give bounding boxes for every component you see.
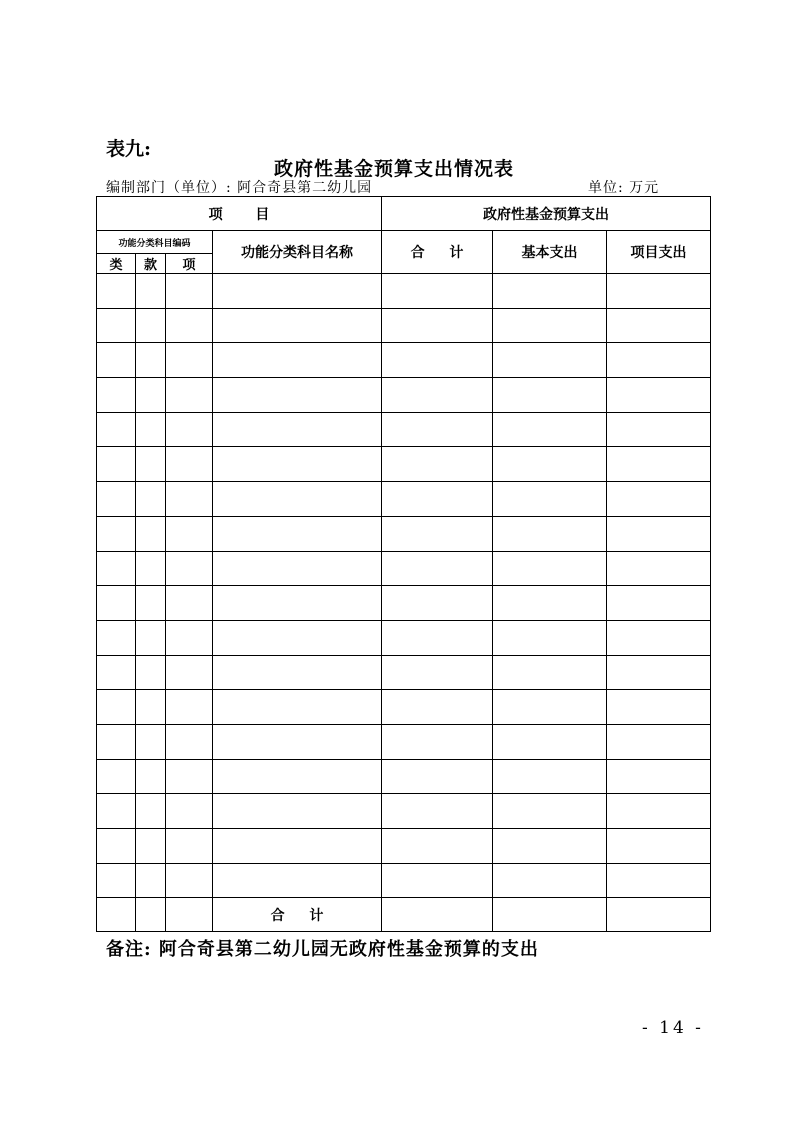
table-cell — [136, 794, 166, 829]
table-cell — [213, 343, 382, 378]
table-cell — [493, 724, 607, 759]
table-cell — [382, 343, 493, 378]
table-cell — [213, 308, 382, 343]
table-row — [97, 378, 711, 413]
table-cell — [166, 759, 213, 794]
table-cell — [382, 829, 493, 864]
table-row — [97, 724, 711, 759]
table-cell — [97, 620, 136, 655]
table-cell — [493, 447, 607, 482]
total-row-label: 合 计 — [270, 907, 334, 924]
table-row — [97, 516, 711, 551]
table-cell — [382, 759, 493, 794]
table-row — [97, 586, 711, 621]
table-cell — [97, 586, 136, 621]
table-cell — [493, 274, 607, 309]
header-budget-group: 政府性基金预算支出 — [382, 197, 711, 231]
table-cell — [97, 516, 136, 551]
table-cell — [97, 447, 136, 482]
table-row — [97, 447, 711, 482]
table-cell — [97, 794, 136, 829]
table-cell — [97, 655, 136, 690]
table-cell — [166, 655, 213, 690]
table-cell — [493, 794, 607, 829]
table-cell — [382, 551, 493, 586]
table-cell — [166, 516, 213, 551]
table-cell — [607, 343, 711, 378]
table-cell — [382, 794, 493, 829]
table-cell — [607, 794, 711, 829]
table-cell — [136, 759, 166, 794]
table-cell — [213, 690, 382, 725]
page-title: 政府性基金预算支出情况表 — [274, 158, 515, 180]
table-cell — [97, 551, 136, 586]
budget-table — [96, 196, 711, 932]
table-cell — [607, 308, 711, 343]
table-cell — [213, 863, 382, 898]
table-cell — [166, 551, 213, 586]
table-row — [97, 620, 711, 655]
table-row — [97, 863, 711, 898]
table-cell — [213, 482, 382, 517]
table-cell — [607, 482, 711, 517]
department-line: 编制部门（单位）: 阿合奇县第二幼儿园 — [106, 180, 373, 196]
table-cell — [382, 586, 493, 621]
table-cell — [136, 829, 166, 864]
table-cell — [607, 759, 711, 794]
table-cell — [382, 620, 493, 655]
table-cell — [493, 308, 607, 343]
table-cell — [166, 482, 213, 517]
table-number-label: 表九: — [106, 138, 152, 160]
table-cell — [166, 794, 213, 829]
table-cell — [213, 829, 382, 864]
table-cell — [136, 343, 166, 378]
table-cell — [166, 274, 213, 309]
table-cell — [97, 412, 136, 447]
table-cell — [382, 724, 493, 759]
header-item: 项 — [166, 254, 213, 274]
table-cell — [493, 378, 607, 413]
table-cell — [166, 447, 213, 482]
table-cell — [166, 898, 213, 932]
table-cell — [382, 308, 493, 343]
table-cell — [166, 412, 213, 447]
table-row — [97, 308, 711, 343]
table-cell — [493, 343, 607, 378]
header-basic-expense: 基本支出 — [493, 231, 607, 274]
table-row — [97, 794, 711, 829]
table-row — [97, 343, 711, 378]
table-cell — [166, 620, 213, 655]
table-cell — [97, 724, 136, 759]
table-cell — [213, 759, 382, 794]
table-cell — [493, 829, 607, 864]
table-cell — [382, 447, 493, 482]
table-cell — [97, 898, 136, 932]
table-cell — [213, 447, 382, 482]
header-item-group-label: 项 目 — [208, 206, 284, 223]
table-cell — [136, 898, 166, 932]
table-cell — [97, 759, 136, 794]
table-cell — [136, 274, 166, 309]
table-cell — [213, 586, 382, 621]
table-cell — [97, 829, 136, 864]
table-cell — [607, 620, 711, 655]
table-cell — [136, 620, 166, 655]
table-cell — [136, 516, 166, 551]
table-cell — [493, 690, 607, 725]
table-row — [97, 655, 711, 690]
table-cell — [493, 412, 607, 447]
table-cell — [97, 482, 136, 517]
table-cell — [97, 274, 136, 309]
table-cell — [213, 412, 382, 447]
table-cell — [97, 378, 136, 413]
table-cell — [493, 898, 607, 932]
table-cell — [136, 551, 166, 586]
table-cell — [493, 586, 607, 621]
total-row-label-cell — [213, 898, 382, 932]
table-cell — [213, 620, 382, 655]
table-cell — [213, 516, 382, 551]
table-cell — [493, 551, 607, 586]
table-row — [97, 759, 711, 794]
table-cell — [493, 863, 607, 898]
table-cell — [213, 551, 382, 586]
table-cell — [166, 343, 213, 378]
table-cell — [382, 863, 493, 898]
table-row — [97, 482, 711, 517]
table-cell — [607, 447, 711, 482]
unit-line: 单位: 万元 — [588, 180, 660, 196]
table-cell — [97, 343, 136, 378]
header-project-expense: 项目支出 — [607, 231, 711, 274]
table-cell — [382, 378, 493, 413]
total-row — [97, 898, 711, 932]
table-row — [97, 690, 711, 725]
table-cell — [607, 690, 711, 725]
table-cell — [166, 829, 213, 864]
table-cell — [136, 482, 166, 517]
table-cell — [607, 898, 711, 932]
header-total — [382, 231, 493, 274]
table-cell — [607, 724, 711, 759]
table-cell — [136, 378, 166, 413]
table-row — [97, 274, 711, 309]
header-section: 款 — [136, 254, 166, 274]
table-row — [97, 551, 711, 586]
table-cell — [136, 690, 166, 725]
header-class: 类 — [97, 254, 136, 274]
table-cell — [136, 655, 166, 690]
table-cell — [382, 690, 493, 725]
table-cell — [607, 829, 711, 864]
table-cell — [166, 378, 213, 413]
table-cell — [607, 551, 711, 586]
table-cell — [97, 690, 136, 725]
table-cell — [136, 412, 166, 447]
table-cell — [382, 412, 493, 447]
table-cell — [136, 724, 166, 759]
table-cell — [493, 482, 607, 517]
table-cell — [97, 308, 136, 343]
remark-note: 备注: 阿合奇县第二幼儿园无政府性基金预算的支出 — [106, 939, 539, 960]
table-cell — [493, 516, 607, 551]
table-cell — [136, 447, 166, 482]
table-cell — [607, 586, 711, 621]
page-number: - 14 - — [642, 1018, 704, 1038]
table-cell — [607, 516, 711, 551]
table-cell — [213, 655, 382, 690]
table-cell — [607, 274, 711, 309]
table-cell — [166, 724, 213, 759]
table-cell — [136, 586, 166, 621]
table-cell — [382, 482, 493, 517]
table-cell — [607, 655, 711, 690]
table-cell — [607, 378, 711, 413]
table-cell — [213, 378, 382, 413]
table-cell — [213, 724, 382, 759]
table-row — [97, 412, 711, 447]
header-item-group — [97, 197, 382, 231]
table-cell — [166, 690, 213, 725]
header-code-group: 功能分类科目编码 — [97, 231, 213, 254]
table-cell — [382, 516, 493, 551]
table-cell — [493, 620, 607, 655]
header-total-label: 合 计 — [410, 245, 474, 261]
table-cell — [607, 412, 711, 447]
table-cell — [136, 863, 166, 898]
table-cell — [213, 274, 382, 309]
table-cell — [97, 863, 136, 898]
table-cell — [213, 794, 382, 829]
table-cell — [136, 308, 166, 343]
table-cell — [166, 308, 213, 343]
table-cell — [493, 759, 607, 794]
table-row — [97, 829, 711, 864]
table-cell — [607, 863, 711, 898]
table-cell — [166, 586, 213, 621]
table-cell — [382, 898, 493, 932]
table-cell — [382, 274, 493, 309]
table-cell — [166, 863, 213, 898]
table-cell — [382, 655, 493, 690]
table-cell — [493, 655, 607, 690]
header-subject-name: 功能分类科目名称 — [213, 231, 382, 274]
